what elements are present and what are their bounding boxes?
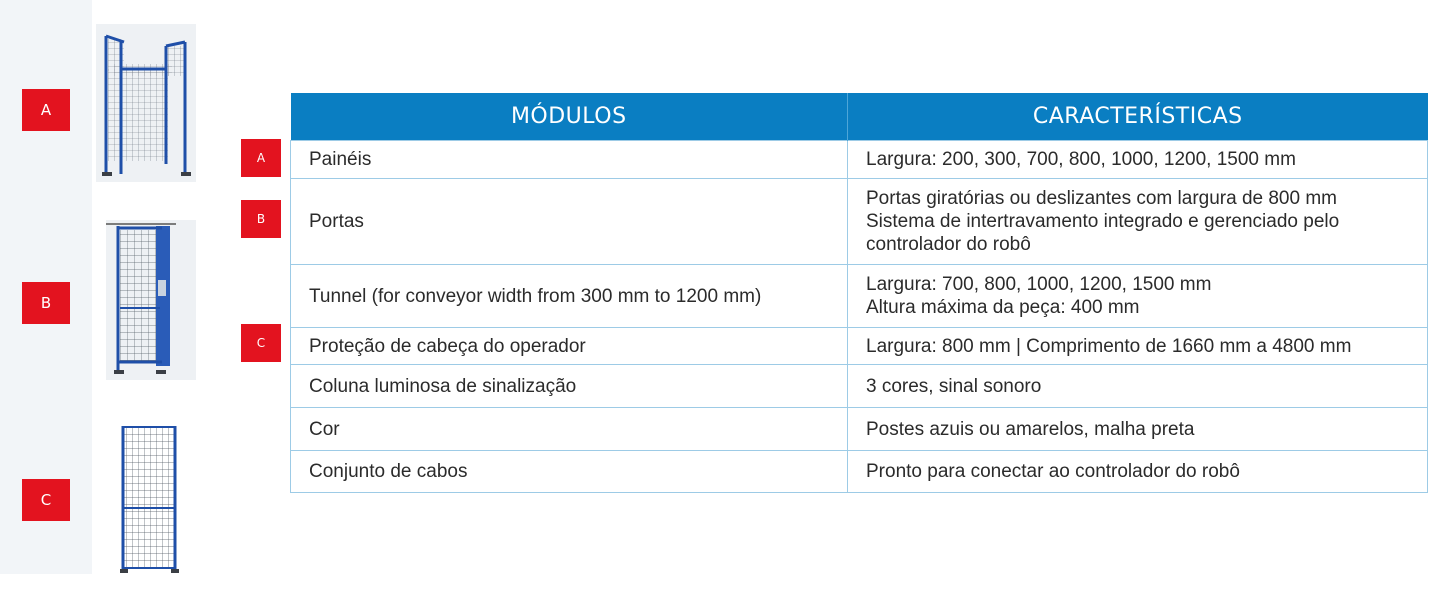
row-badge-c: C <box>241 324 281 362</box>
row-badge-b: B <box>241 200 281 238</box>
table-header-row <box>291 93 1428 141</box>
module-cell: Painéis <box>291 141 848 179</box>
features-cell <box>848 408 1428 451</box>
left-badge-c: C <box>22 479 70 521</box>
features-cell <box>848 365 1428 408</box>
feature-line: Largura: 800 mm | Comprimento de 1660 mm a 4800 mm <box>866 335 1352 357</box>
table-row <box>291 328 1428 365</box>
features-cell <box>848 451 1428 493</box>
table-row <box>291 141 1428 179</box>
modules-table <box>290 93 1428 493</box>
left-badge-b: B <box>22 282 70 324</box>
features-cell <box>848 141 1428 179</box>
module-cell: Portas <box>291 179 848 265</box>
feature-line: Largura: 200, 300, 700, 800, 1000, 1200, 1500 mm <box>866 149 1296 170</box>
feature-line: Postes azuis ou amarelos, malha preta <box>866 418 1195 440</box>
table-row <box>291 408 1428 451</box>
feature-line: Largura: 700, 800, 1000, 1200, 1500 mm <box>866 274 1212 295</box>
feature-line: Pronto para conectar ao controlador do robô <box>866 461 1240 482</box>
table-row <box>291 365 1428 408</box>
module-cell: Coluna luminosa de sinalização <box>291 365 848 408</box>
table-row <box>291 179 1428 265</box>
door-module-image <box>106 220 196 380</box>
header-characteristics: CARACTERÍSTICAS <box>848 93 1428 141</box>
left-badge-a: A <box>22 89 70 131</box>
header-modules: MÓDULOS <box>291 93 848 141</box>
table-row <box>291 265 1428 328</box>
module-cell: Conjunto de cabos <box>291 451 848 493</box>
module-cell: Cor <box>291 408 848 451</box>
feature-line: 3 cores, sinal sonoro <box>866 375 1042 397</box>
features-cell <box>848 179 1428 265</box>
features-cell <box>848 265 1428 328</box>
panel-module-image <box>96 24 196 182</box>
table-row <box>291 451 1428 493</box>
module-cell: Proteção de cabeça do operador <box>291 328 848 365</box>
row-badge-a: A <box>241 139 281 177</box>
feature-line: controlador do robô <box>866 234 1031 255</box>
feature-line: Altura máxima da peça: 400 mm <box>866 297 1140 318</box>
feature-line: Sistema de intertravamento integrado e gerenciado pelo <box>866 211 1340 232</box>
features-cell <box>848 328 1428 365</box>
feature-line: Portas giratórias ou deslizantes com largura de 800 mm <box>866 188 1338 209</box>
operator-protection-module-image <box>108 420 188 575</box>
module-cell: Tunnel (for conveyor width from 300 mm to 1200 mm) <box>291 265 848 328</box>
